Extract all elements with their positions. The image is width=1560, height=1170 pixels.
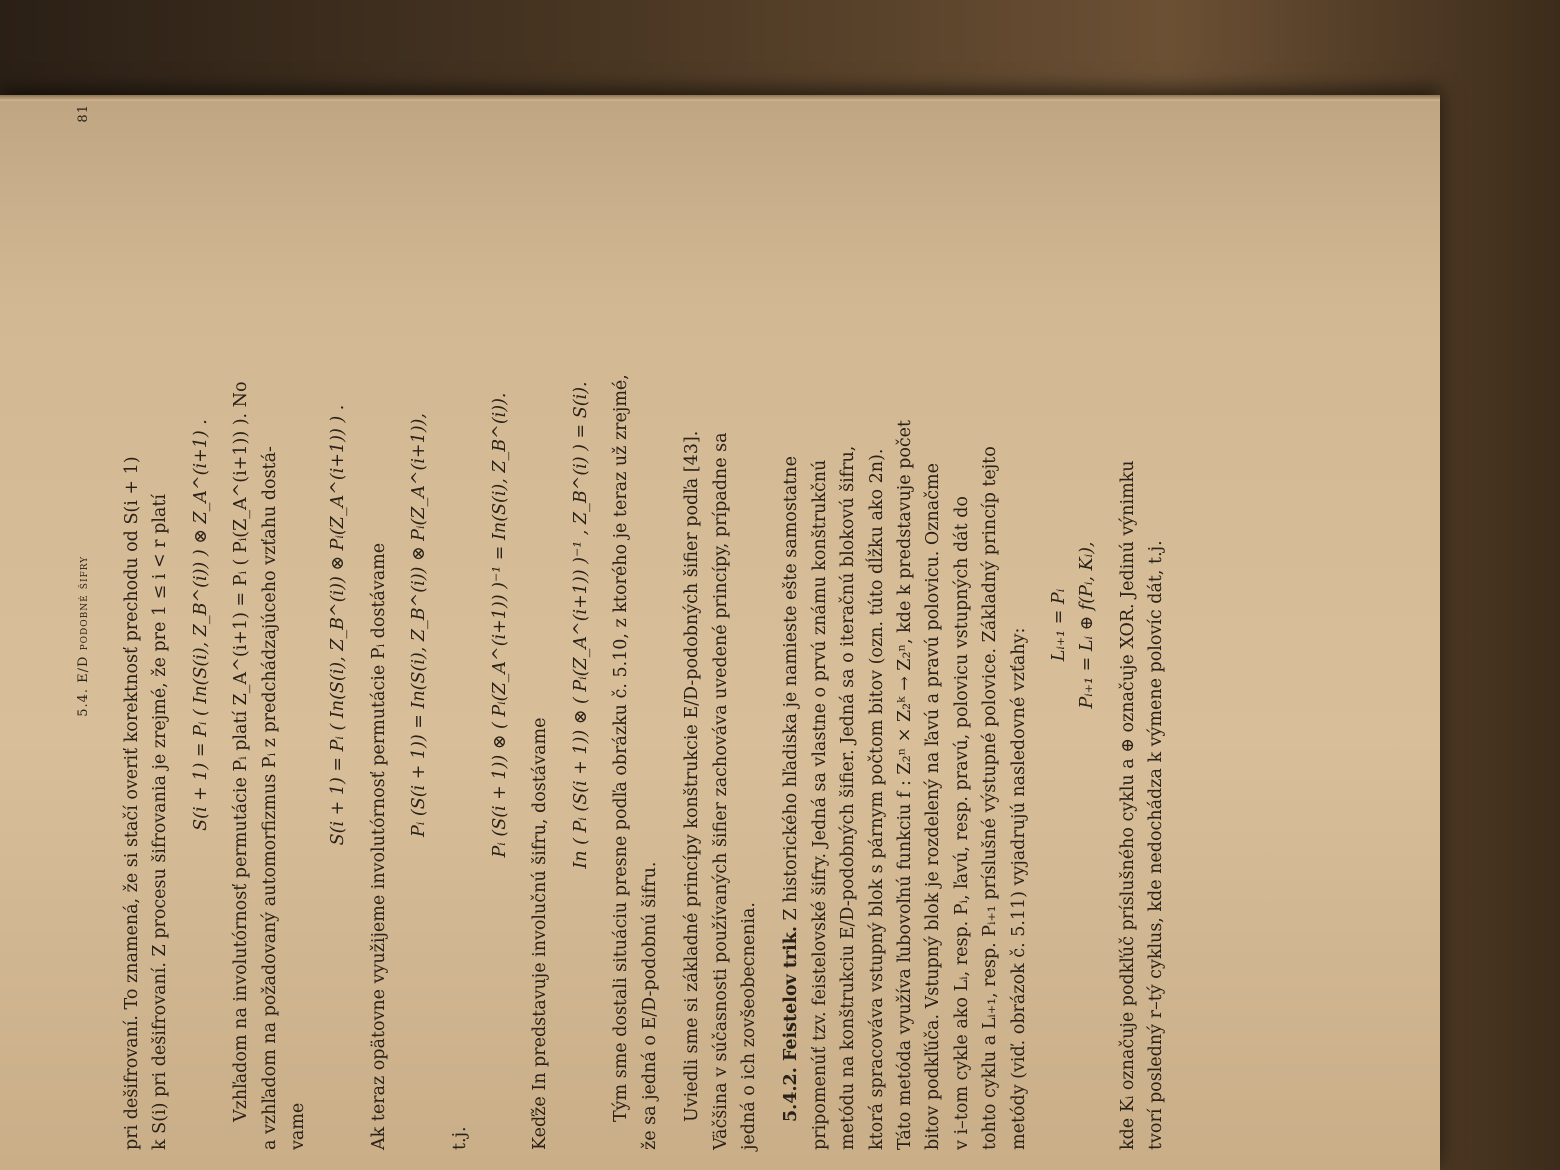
equation-3: Pᵢ (S(i + 1)) = In(S(i), Z_B^(i)) ⊗ Pᵢ(Z_A^(i+1)), bbox=[409, 413, 430, 837]
equation-2: S(i + 1) = Pᵢ ( In(S(i), Z_B^(i)) ⊗ Pᵢ(Z_A^(i+1)) ) . bbox=[328, 404, 349, 846]
text-line: Táto metóda využíva ľubovoľnú funkciu f : Z₂ⁿ × Z₂ᵏ → Z₂ⁿ, kde k predstavuje počet bbox=[894, 419, 915, 1150]
text-line: metódy (viď. obrázok č. 5.11) vyjadrujú nasledovné vzťahy: bbox=[1008, 627, 1029, 1150]
section-title: 5.4.2. Feistelov trik. bbox=[781, 926, 802, 1122]
text-line: Vzhľadom na involutórnosť permutácie Pᵢ platí Z_A^(i+1) = Pᵢ ( Pᵢ(Z_A^(i+1)) ). No bbox=[231, 381, 252, 1122]
text-line: vame bbox=[288, 1102, 309, 1150]
running-header bbox=[70, 100, 100, 1150]
text-line: k S(i) pri dešifrovaní. Z procesu šifrovania je zrejmé, že pre 1 ≤ i < r platí bbox=[150, 494, 171, 1150]
equation-4: Pᵢ (S(i + 1)) ⊗ ( Pᵢ(Z_A^(i+1)) )⁻¹ = In(S(i), Z_B^(i)). bbox=[490, 392, 511, 858]
text-line: Uviedli sme si základné princípy konštrukcie E/D-podobných šifier podľa [43]. bbox=[682, 430, 703, 1122]
text-line: v i–tom cykle ako Lᵢ, resp. Pᵢ, ľavú, resp. pravú, polovicu vstupných dát do bbox=[951, 496, 972, 1150]
rotated-text-block bbox=[70, 100, 1180, 1150]
text-line: bitov podkľúča. Vstupný blok je rozdelený na ľavú a pravú polovicu. Označme bbox=[923, 463, 944, 1150]
text-line: t.j. bbox=[449, 1126, 470, 1150]
text-line: Tým sme dostali situáciu presne podľa obrázku č. 5.10, z ktorého je teraz už zrejmé, bbox=[611, 374, 632, 1122]
text-line: ktorá spracováva vstupný blok s párnym počtom bitov (ozn. túto dĺžku ako 2n). bbox=[866, 448, 887, 1150]
text-line: Väčšina v súčasnosti používaných šifier zachováva uvedené princípy, prípadne sa bbox=[710, 432, 731, 1150]
text-line: že sa jedná o E/D-podobnú šifru. bbox=[639, 861, 660, 1150]
text-line: pripomenúť tzv. feistelovské šifry. Jedná sa vlastne o prvú známu konštrukčnú bbox=[809, 459, 830, 1150]
text-line: a vzhľadom na požadovaný automorfizmus Pᵢ z predchádzajúceho vzťahu dostá- bbox=[259, 446, 280, 1150]
text-line: pri dešifrovaní. To znamená, že si stačí overiť korektnosť prechodu od S(i + 1) bbox=[122, 456, 142, 1150]
text-line: Ak teraz opätovne využijeme involutórnosť permutácie Pᵢ dostávame bbox=[368, 542, 389, 1150]
equation-6: Lᵢ₊₁ = Pᵢ bbox=[1048, 588, 1069, 662]
text-line: tvorí posledný r–tý cyklus, kde nedochádza k výmene polovíc dát, t.j. bbox=[1146, 540, 1167, 1150]
text-line: tohto cyklu a Lᵢ₊₁, resp. Pᵢ₊₁ príslušné výstupné polovice. Základný princíp tejto bbox=[980, 446, 1001, 1150]
text-line: metódu na konštrukciu E/D-podobných šifier. Jedná sa o iteračnú blokovú šifru, bbox=[838, 445, 859, 1150]
page-number: 81 bbox=[76, 104, 91, 123]
equation-1: S(i + 1) = Pᵢ ( In(S(i), Z_B^(i)) ) ⊗ Z_A^(i+1) . bbox=[190, 419, 211, 831]
text-line: Keďže In predstavuje involučnú šifru, dostávame bbox=[530, 717, 551, 1150]
text-line: jedná o ich zovšeobecnenia. bbox=[738, 902, 759, 1150]
text-line: kde Kᵢ označuje podkľúč príslušného cyklu a ⊕ označuje XOR. Jedinú výnimku bbox=[1117, 460, 1138, 1150]
running-head-title: 5.4. E/D podobné šifry bbox=[76, 555, 91, 717]
section-paragraph bbox=[777, 100, 805, 1150]
equation-5: In ( Pᵢ (S(i + 1)) ⊗ ( Pᵢ(Z_A^(i+1)) )⁻¹ , Z_B^(i) ) = S(i). bbox=[570, 381, 591, 869]
equation-7: Pᵢ₊₁ = Lᵢ ⊕ f(Pᵢ, Kᵢ), bbox=[1077, 541, 1098, 709]
text-line: Z historického hľadiska je namieste ešte samostatne bbox=[781, 456, 802, 927]
